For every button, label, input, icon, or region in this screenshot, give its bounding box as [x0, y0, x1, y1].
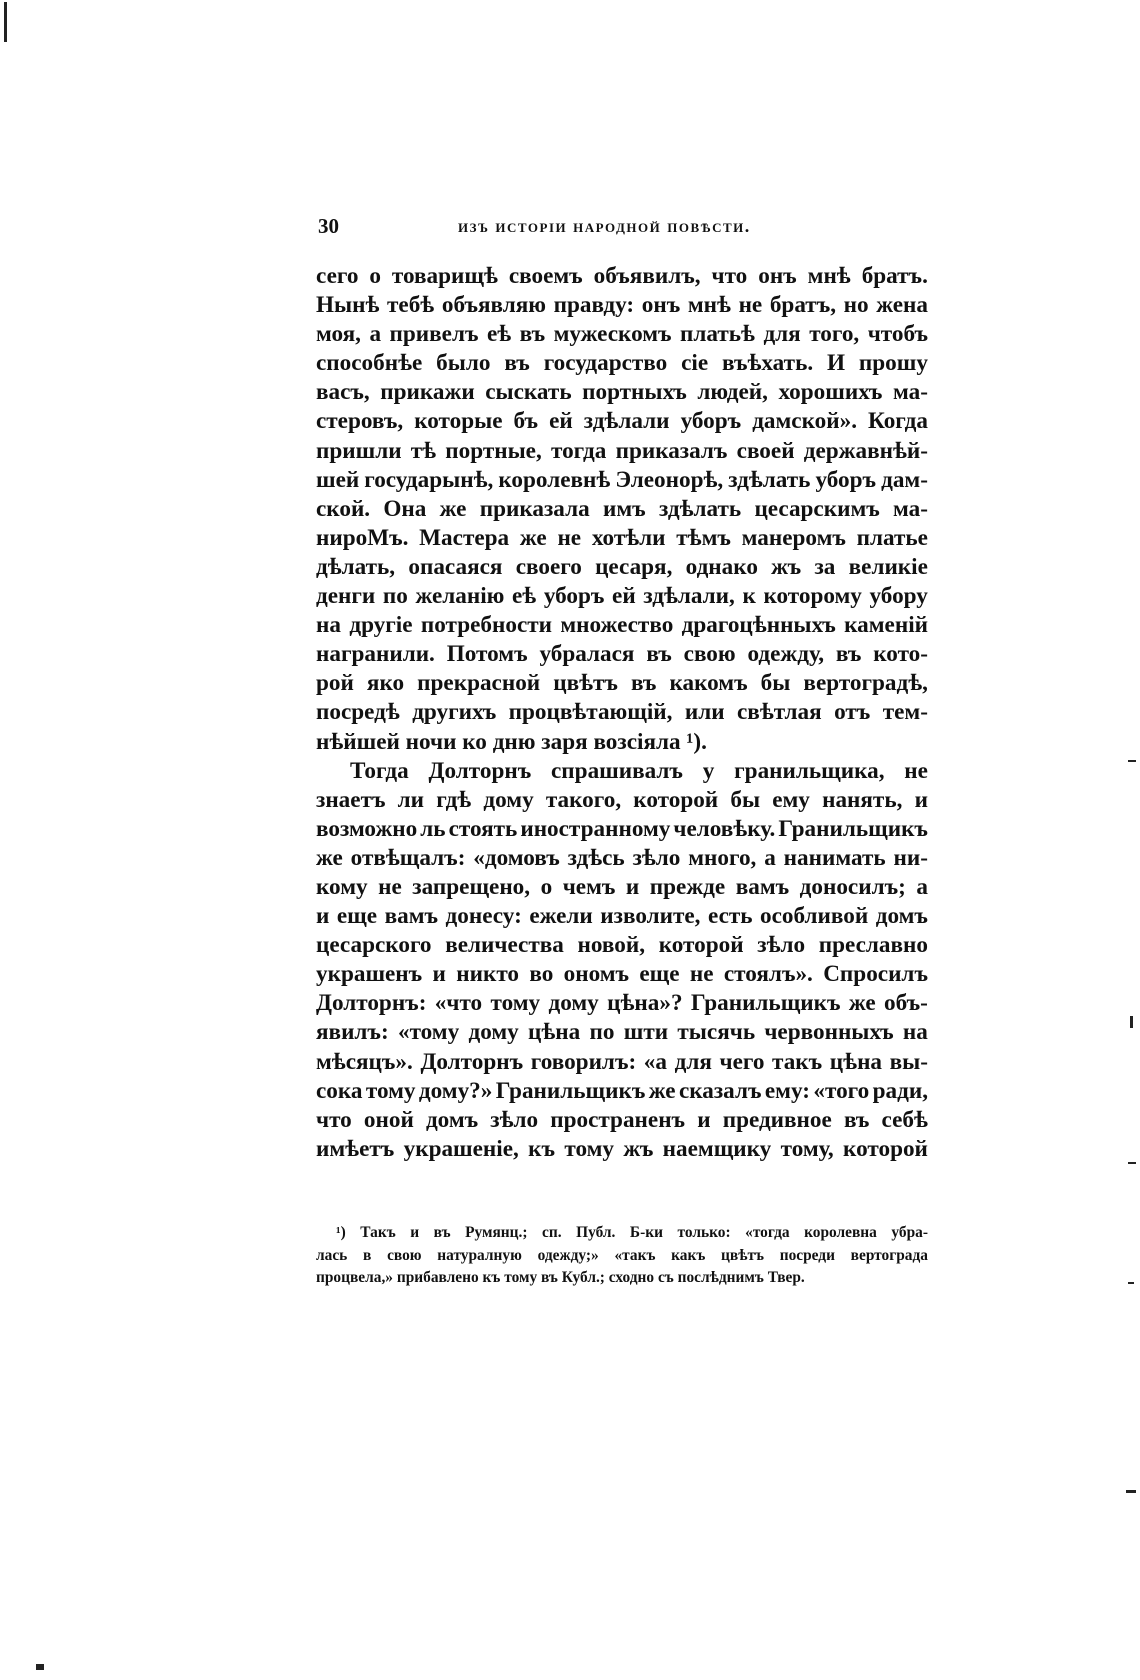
- text-line: на другіе потребности множество драгоцѣнныхъ каменій: [316, 612, 928, 639]
- footnote-line: ¹) Такъ и въ Румянц.; сп. Публ. Б-ки только: «тогда королевна убра-: [336, 1224, 928, 1241]
- text-line: что оной домъ зѣло пространенъ и предивное въ себѣ: [316, 1106, 928, 1133]
- scan-mark: [1130, 1016, 1133, 1028]
- body-text: [316, 262, 928, 1164]
- text-line: имѣетъ украшеніе, къ тому жъ наемщику тому, которой: [316, 1135, 928, 1162]
- text-line: мѣсяцъ». Долторнъ говорилъ: «а для чего такъ цѣна вы-: [316, 1048, 928, 1075]
- text-line: ской. Она же приказала имъ здѣлать цесарскимъ ма-: [316, 495, 928, 522]
- footnote: [316, 1222, 928, 1290]
- text-line: стеровъ, которые бъ ей здѣлали уборъ дамской». Когда: [316, 408, 928, 435]
- text-line: посредѣ другихъ процвѣтающій, или свѣтлая отъ тем-: [316, 699, 928, 726]
- text-line: васъ, прикажи сыскать портныхъ людей, хорошихъ ма-: [316, 379, 928, 406]
- text-line: нироМъ. Мастера же не хотѣли тѣмъ манеромъ платье: [316, 524, 928, 551]
- text-line: украшенъ и никто во ономъ еще не стоялъ». Спросилъ: [316, 961, 928, 988]
- text-line: денги по желанію еѣ уборъ ей здѣлали, к которому убору: [316, 583, 928, 610]
- text-line: Тогда Долторнъ спрашивалъ у гранильщика, не: [350, 757, 928, 784]
- text-line: явилъ: «тому дому цѣна по шти тысячь червонныхъ на: [316, 1019, 928, 1046]
- footnote-line: лась в свою натуралную одежду;» «такъ какъ цвѣтъ посреди вертограда: [316, 1246, 928, 1264]
- scan-mark: [1128, 1282, 1134, 1284]
- text-line: пришли тѣ портные, тогда приказалъ своей державнѣй-: [316, 437, 928, 464]
- text-line: сока тому дому?» Гранильщикъ же сказалъ ему: «того ради,: [316, 1077, 928, 1104]
- scan-mark: [1128, 1162, 1136, 1164]
- running-title: изъ исторіи народной повѣсти.: [458, 216, 751, 236]
- page-number: 30: [318, 214, 339, 238]
- text-line: шей государынѣ, королевнѣ Элеонорѣ, здѣлать уборъ дам-: [316, 466, 928, 493]
- text-line: способнѣе было въ государство сіе въѣхать. И прошу: [316, 350, 928, 377]
- scan-mark: [36, 1664, 44, 1670]
- text-line: награнили. Потомъ убралася въ свою одежду, въ кото-: [316, 641, 928, 668]
- text-line: моя, а привелъ еѣ въ мужескомъ платьѣ для того, чтобъ: [316, 321, 928, 348]
- page-header: [318, 214, 938, 244]
- text-line: цесарского величества новой, которой зѣло преславно: [316, 932, 928, 959]
- text-line: сего о товарищѣ своемъ объявилъ, что онъ мнѣ братъ.: [316, 263, 928, 289]
- scan-mark: [1128, 760, 1136, 762]
- text-line: возможно ль стоять иностранному человѣку. Гранильщикъ: [316, 815, 928, 842]
- text-line: рой яко прекрасной цвѣтъ въ какомъ бы вертоградѣ,: [316, 670, 928, 697]
- text-line: дѣлать, опасаяся своего цесаря, однако жъ за великіе: [316, 553, 928, 580]
- scan-mark: [4, 2, 7, 42]
- text-line: Долторнъ: «что тому дому цѣна»? Гранильщикъ же объ-: [316, 990, 928, 1017]
- text-line: же отвѣщалъ: «домовъ здѣсь зѣло много, а нанимать ни-: [316, 844, 928, 871]
- scan-mark: [1126, 1490, 1136, 1493]
- text-line: и еще вамъ донесу: ежели изволите, есть особливой домъ: [316, 903, 928, 930]
- text-line: Нынѣ тебѣ объявляю правду: онъ мнѣ не братъ, но жена: [316, 292, 928, 319]
- text-line: знаетъ ли гдѣ дому такого, которой бы ему нанять, и: [316, 786, 928, 813]
- footnote-line: процвела,» прибавлено къ тому въ Кубл.; сходно съ послѣднимъ Твер.: [316, 1269, 805, 1286]
- text-line: нѣйшей ночи ко дню заря возсіяла ¹).: [316, 728, 707, 755]
- text-line: кому не запрещено, о чемъ и прежде вамъ доносилъ; а: [316, 873, 928, 900]
